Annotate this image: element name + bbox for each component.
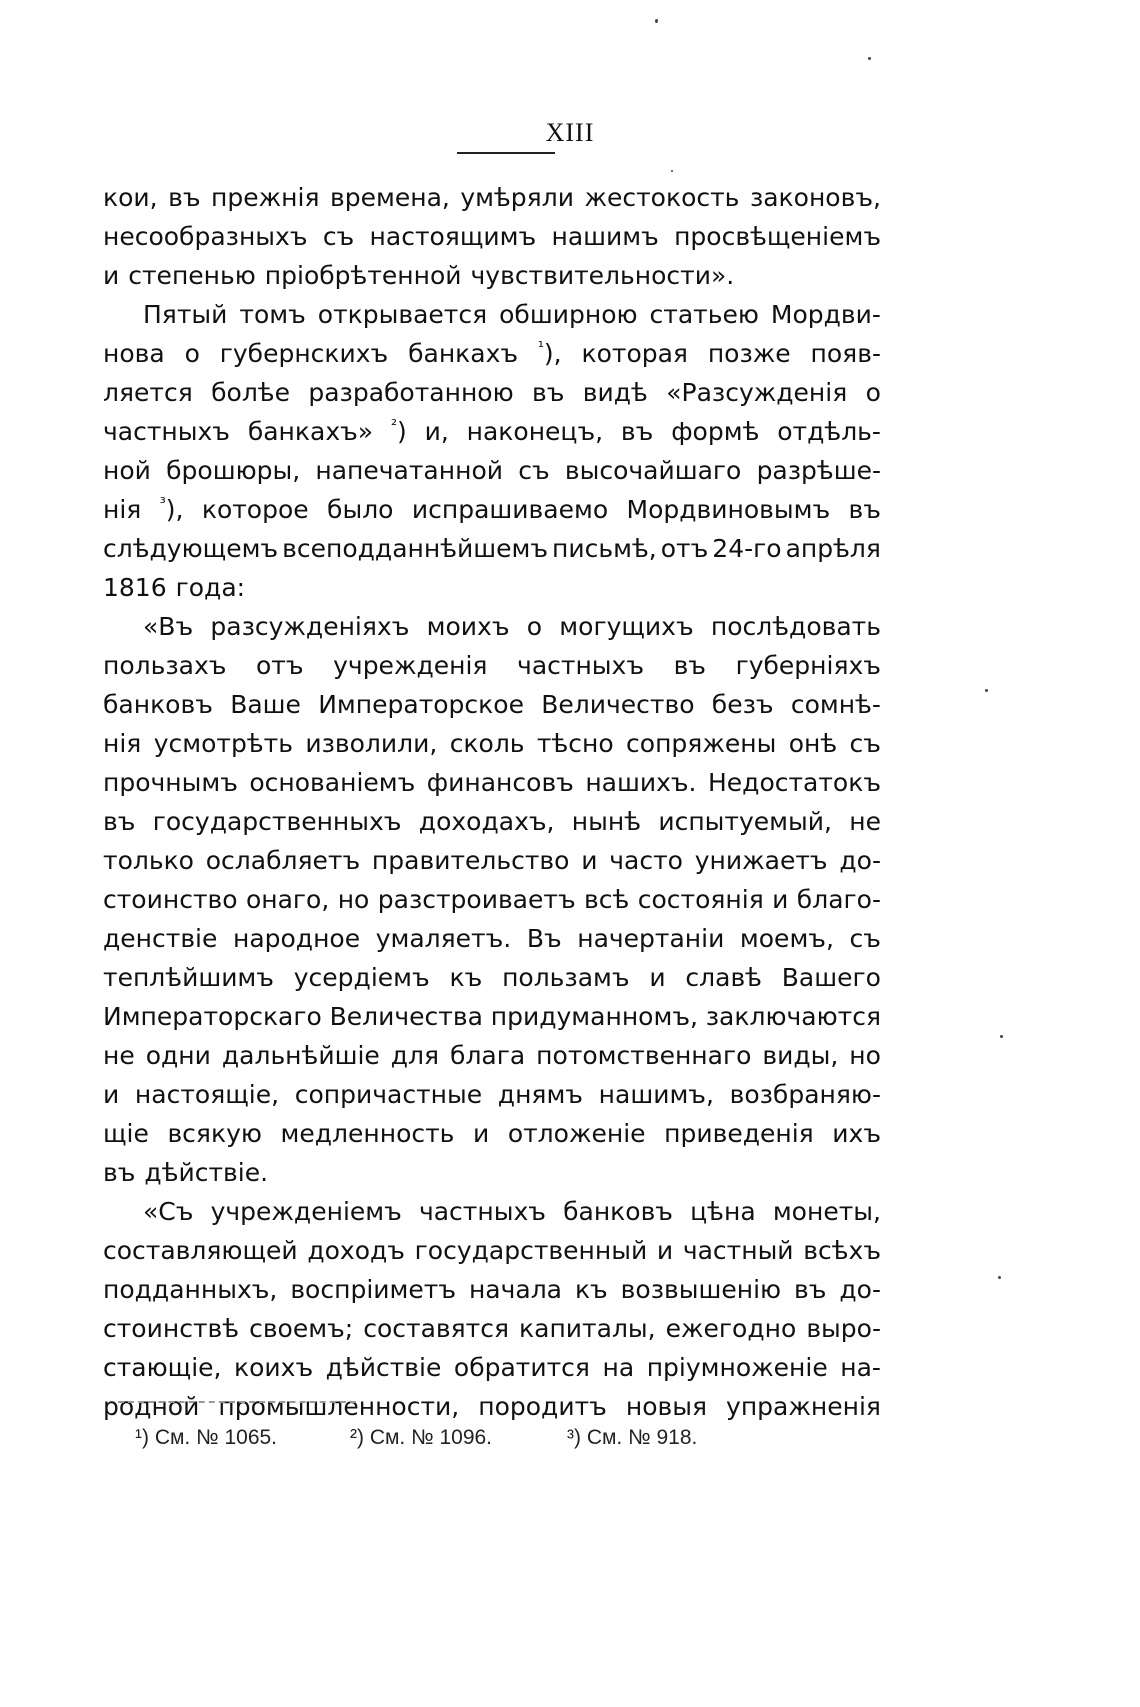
text-line: кои, въ прежнія времена, умѣряли жестокость законовъ, — [103, 183, 881, 212]
text-line: банковъ Ваше Императорское Величество безъ сомнѣ- — [103, 690, 881, 719]
text-line: стоинствѣ своемъ; составятся капиталы, ежегодно выро- — [103, 1314, 881, 1343]
text-line: слѣдующемъ всеподданнѣйшемъ письмѣ, отъ 24-го апрѣля — [103, 534, 881, 563]
text-line: родной промышленности, породитъ новыя упражненія — [103, 1392, 881, 1421]
text-line: не одни дальнѣйшіе для блага потомственнаго виды, но — [103, 1041, 881, 1070]
text-line: частныхъ банкахъ» $^{^2}$) и, наконецъ, въ формѣ отдѣль- — [103, 416, 881, 446]
text-line: только ослабляетъ правительство и часто унижаетъ до- — [103, 846, 881, 875]
text-line: нія усмотрѣть изволили, сколь тѣсно сопряжены онѣ съ — [103, 729, 881, 758]
footnote-3: ³) См. № 918. — [567, 1426, 698, 1449]
scan-speck — [998, 1276, 1001, 1279]
text-line: денствіе народное умаляетъ. Въ начертаніи моемъ, съ — [103, 924, 881, 953]
text-line: составляющей доходъ государственный и частный всѣхъ — [103, 1236, 881, 1265]
page-header — [0, 118, 1140, 152]
text-line: Пятый томъ открывается обширною статьею Мордви- — [143, 300, 881, 329]
text-line: нія $^{^3}$), которое было испрашиваемо Мордвиновымъ въ — [103, 494, 881, 524]
text-line: прочнымъ основаніемъ финансовъ нашихъ. Недостатокъ — [103, 768, 881, 797]
text-line: и степенью пріобрѣтенной чувствительности». — [103, 261, 735, 290]
text-line: стоинство онаго, но разстроиваетъ всѣ состоянія и благо- — [103, 885, 881, 914]
text-line: въ государственныхъ доходахъ, нынѣ испытуемый, не — [103, 807, 881, 836]
text-line: щіе всякую медленность и отложеніе приведенія ихъ — [103, 1119, 881, 1148]
page-number: XIII — [545, 118, 595, 147]
text-line: и настоящіе, сопричастные днямъ нашимъ, возбраняю- — [103, 1080, 881, 1109]
text-line: нова о губернскихъ банкахъ $^{^1}$), которая позже появ- — [103, 338, 881, 368]
footnote-2: ²) См. № 1096. — [350, 1426, 493, 1449]
text-line: «Съ учрежденіемъ частныхъ банковъ цѣна монеты, — [143, 1197, 881, 1226]
footnote-1: ¹) См. № 1065. — [135, 1426, 278, 1449]
scan-speck — [985, 689, 988, 692]
text-line: въ дѣйствіе. — [103, 1158, 269, 1187]
text-line: ляется болѣе разработанною въ видѣ «Разсужденія о — [103, 378, 881, 407]
text-line: Императорскаго Величества придуманномъ, заключаются — [103, 1002, 881, 1031]
body-text — [103, 178, 881, 1426]
text-line: ной брошюры, напечатанной съ высочайшаго разрѣше- — [103, 456, 881, 485]
scan-speck — [1000, 1035, 1003, 1038]
scan-speck — [868, 57, 871, 60]
scan-speck — [655, 19, 658, 23]
text-line: подданныхъ, воспріиметъ начала къ возвышенію въ до- — [103, 1275, 881, 1304]
text-line: теплѣйшимъ усердіемъ къ пользамъ и славѣ Вашего — [103, 963, 881, 992]
text-line: «Въ разсужденіяхъ моихъ о могущихъ послѣдовать — [143, 612, 881, 641]
scan-speck — [671, 170, 673, 172]
footnote-rule — [118, 1401, 356, 1403]
text-line: 1816 года: — [103, 573, 246, 602]
header-rule — [457, 152, 555, 154]
text-line: стающіе, коихъ дѣйствіе обратится на пріумноженіе на- — [103, 1353, 881, 1382]
text-line: несообразныхъ съ настоящимъ нашимъ просвѣщеніемъ — [103, 222, 881, 251]
text-line: пользахъ отъ учрежденія частныхъ въ губерніяхъ — [103, 651, 881, 680]
